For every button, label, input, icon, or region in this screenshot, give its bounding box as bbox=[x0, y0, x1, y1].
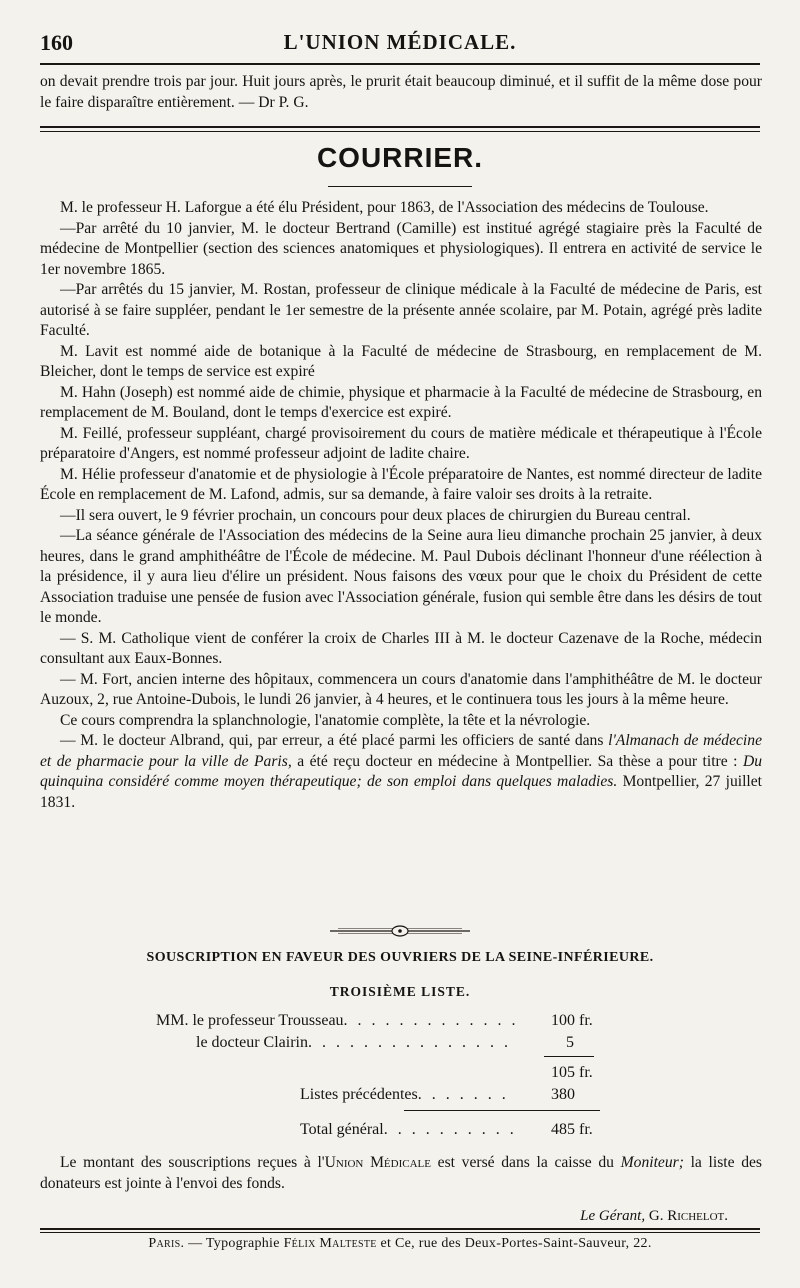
amount-clairin: 5 bbox=[566, 1034, 574, 1051]
paragraph-albrand: — M. le docteur Albrand, qui, par erreur, a été placé parmi les officiers de santé dans l'Almanach de médecine et de pharmacie pour la ville de Paris, a été reçu docteur en médecine à Montpellier. Sa thèse a pour titre : Du quinquina considéré comme moyen thérapeutique; de son emploi dans quelques maladies. Montpellier, 27 juillet 1831. bbox=[40, 732, 762, 811]
paragraph-feille: M. Feillé, professeur suppléant, chargé provisoirement du cours de matière médicale et thérapeutique à l'École préparatoire d'Angers, est nommé professeur adjoint de ladite chaire. bbox=[40, 424, 762, 462]
imprint-rule-bottom bbox=[40, 1232, 760, 1233]
list-title: TROISIÈME LISTE. bbox=[329, 984, 471, 999]
journal-name: Union Médicale bbox=[324, 1154, 431, 1171]
closing-note: Le montant des souscriptions reçues à l'Union Médicale est versé dans la caisse du Moniteur; la liste des donateurs est jointe à l'envoi des fonds. bbox=[40, 1154, 762, 1192]
paragraph-hahn: M. Hahn (Joseph) est nommé aide de chimie, physique et pharmacie à la Faculté de médecine de Strasbourg, en remplacement de M. Bouland, dont le temps d'exercice est expiré. bbox=[40, 383, 762, 421]
section-title: COURRIER. bbox=[316, 142, 484, 173]
paragraph-fort: — M. Fort, ancien interne des hôpitaux, commencera un cours d'anatomie dans l'amphithéâtre de M. le docteur Auzoux, 2, rue Antoine-Dubois, le lundi 26 janvier, à 4 heures, et le continuera tous les jours à la même heure. bbox=[40, 670, 762, 708]
paragraph-bertrand: —Par arrêté du 10 janvier, M. le docteur Bertrand (Camille) est institué agrégé stagiaire près la Faculté de médecine de Montpellier (section des sciences anatomiques et physiologiques). Il entrera en activité de service le 1er novembre 1865. bbox=[40, 219, 762, 278]
moniteur-title: Moniteur; bbox=[620, 1154, 684, 1171]
total-rule bbox=[404, 1110, 600, 1111]
paragraph-charles-iii: — S. M. Catholique vient de conférer la croix de Charles III à M. le docteur Cazenave de la Roche, médecin consultant aux Eaux-Bonnes. bbox=[40, 629, 762, 667]
section-rule-bottom bbox=[40, 131, 760, 132]
subtotal-amount: 105 fr. bbox=[551, 1064, 593, 1081]
intro-paragraph bbox=[40, 72, 762, 113]
paragraph-lavit: M. Lavit est nommé aide de botanique à la Faculté de médecine de Strasbourg, en remplacement de M. Bleicher, dont le temps de service est expiré bbox=[40, 342, 762, 380]
ornament-divider bbox=[330, 924, 470, 938]
previous-lists-row: Listes précédentes. . . . . . . bbox=[300, 1086, 509, 1103]
subtotal-rule bbox=[544, 1056, 594, 1057]
paragraph-concours: —Il sera ouvert, le 9 février prochain, un concours pour deux places de chirurgien du Bureau central. bbox=[60, 506, 691, 524]
printer-imprint: Paris. — Typographie Félix Malteste et Ce, rue des Deux-Portes-Saint-Sauveur, 22. bbox=[148, 1236, 652, 1251]
paragraph-cours: Ce cours comprendra la splanchnologie, l'anatomie complète, la tête et la névrologie. bbox=[60, 711, 591, 729]
subscription-row-trousseau: MM. le professeur Trousseau. . . . . . . . . . . . . bbox=[156, 1012, 519, 1029]
intro-text: on devait prendre trois par jour. Huit jours après, le prurit était beaucoup diminué, et il suffit de la même dose pour le faire disparaître entièrement. bbox=[40, 73, 762, 111]
gerant-signature: Le Gérant, G. Richelot. bbox=[580, 1208, 728, 1224]
running-title: L'UNION MÉDICALE. bbox=[283, 30, 517, 54]
previous-lists-amount: 380 bbox=[551, 1086, 575, 1103]
amount-trousseau: 100 fr. bbox=[551, 1012, 593, 1029]
page-number: 160 bbox=[40, 30, 73, 55]
subscription-row-clairin: le docteur Clairin. . . . . . . . . . . . . . . bbox=[196, 1034, 511, 1051]
thesis-title: Du quinquina considéré comme moyen thérapeutique; de son emploi dans quelques maladies. bbox=[40, 752, 762, 790]
page-header bbox=[40, 24, 760, 58]
paragraph-helie: M. Hélie professeur d'anatomie et de physiologie à l'École préparatoire de Nantes, est nommé directeur de ladite École en remplacement de M. Lafond, admis, sur sa demande, à faire valoir ses droits à la retraite. bbox=[40, 465, 762, 503]
subscription-title: SOUSCRIPTION EN FAVEUR DES OUVRIERS DE LA SEINE-INFÉRIEURE. bbox=[146, 950, 654, 965]
section-rule-top bbox=[40, 126, 760, 128]
paragraph-association-seine: —La séance générale de l'Association des médecins de la Seine aura lieu dimanche prochain 25 janvier, à deux heures, dans le grand amphithéâtre de l'École de médecine. M. Paul Dubois déclinant l'honneur d'une réélection à la présidence, il y aura lieu d'élire un président. Nous faisons des vœux pour que le choix du Président de cette Association traduise une pensée de fusion avec l'Association générale, fusion qui semble être dans les désirs de tout le monde. bbox=[40, 527, 762, 626]
title-underline bbox=[328, 186, 472, 187]
almanach-title: l'Almanach de médecine et de pharmacie pour la ville de Paris, bbox=[40, 732, 762, 770]
total-row: Total général. . . . . . . . . . bbox=[300, 1121, 517, 1138]
total-amount: 485 fr. bbox=[551, 1121, 593, 1138]
courrier-body bbox=[40, 198, 762, 813]
header-rule bbox=[40, 63, 760, 65]
intro-signature: — Dr P. G. bbox=[238, 93, 309, 111]
paragraph-rostan: —Par arrêtés du 15 janvier, M. Rostan, professeur de clinique médicale à la Faculté de médecine de Paris, est autorisé à se faire suppléer, pendant le 1er semestre de la présente année scolaire, par M. Potain, agrégé près ladite Faculté. bbox=[40, 281, 762, 339]
paragraph-laforgue: M. le professeur H. Laforgue a été élu Président, pour 1863, de l'Association des médecins de Toulouse. bbox=[60, 199, 709, 216]
imprint-rule-top bbox=[40, 1228, 760, 1230]
